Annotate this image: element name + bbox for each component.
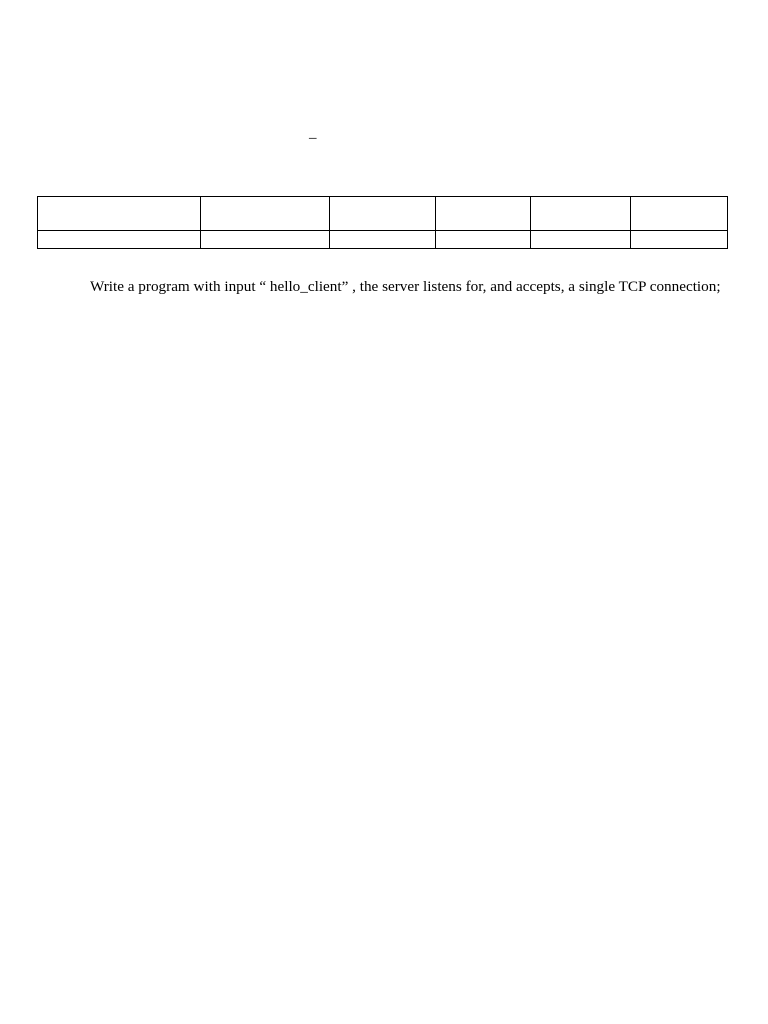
table-cell bbox=[38, 197, 201, 231]
dash-mark: – bbox=[309, 130, 317, 146]
table-cell bbox=[330, 231, 436, 249]
table-cell bbox=[531, 197, 631, 231]
table-cell bbox=[201, 231, 330, 249]
table-cell bbox=[631, 197, 728, 231]
table-cell bbox=[38, 231, 201, 249]
table-cell bbox=[201, 197, 330, 231]
table-cell bbox=[436, 231, 531, 249]
table-cell bbox=[631, 231, 728, 249]
table-cell bbox=[436, 197, 531, 231]
table-cell bbox=[531, 231, 631, 249]
table-cell bbox=[330, 197, 436, 231]
info-table bbox=[37, 196, 728, 249]
table-row bbox=[38, 231, 728, 249]
instruction-text: Write a program with input “ hello_client” , the server listens for, and accepts, a single TCP connection; bbox=[90, 278, 721, 295]
table-row bbox=[38, 197, 728, 231]
